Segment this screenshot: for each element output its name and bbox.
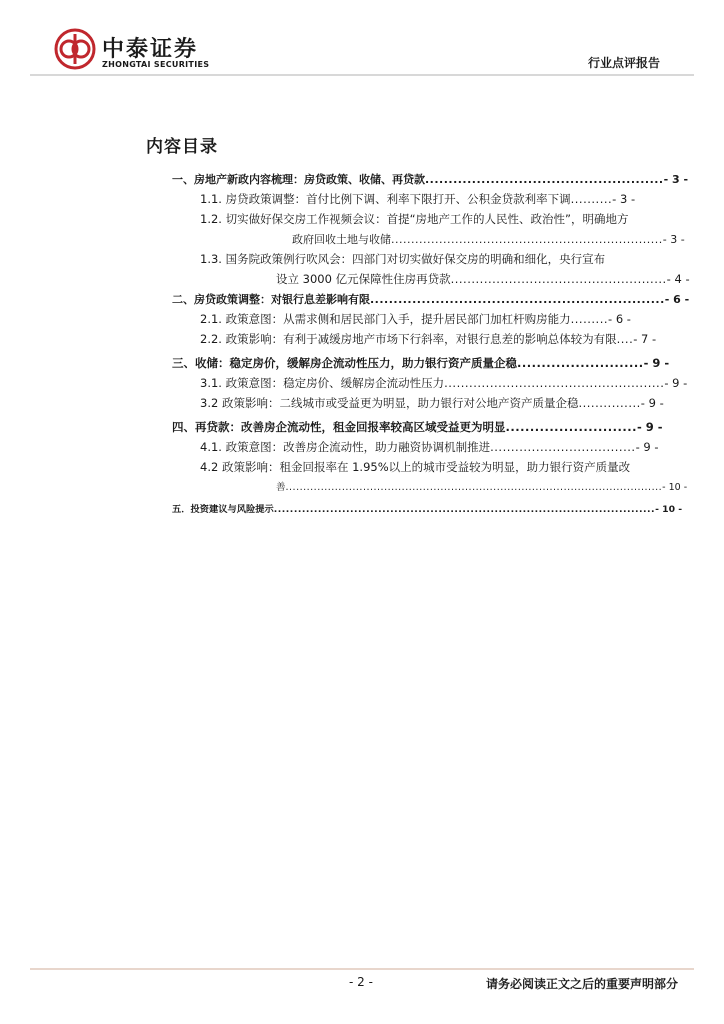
toc-page: - 10 -: [655, 504, 683, 515]
toc-page: - 6 -: [608, 312, 631, 326]
toc-entry[interactable]: [200, 458, 630, 477]
toc-entry[interactable]: [172, 290, 689, 309]
toc-leader: ....................................................: [450, 272, 667, 286]
toc-page: - 10 -: [662, 482, 688, 493]
toc-entry[interactable]: [200, 210, 629, 229]
toc-entry[interactable]: [200, 190, 635, 209]
toc-entry[interactable]: [172, 500, 682, 519]
toc-leader: ...............................................................: [370, 293, 665, 306]
toc-page: - 9 -: [643, 356, 670, 370]
logo-icon: [54, 28, 96, 70]
toc-leader: ...............: [578, 396, 641, 410]
toc-leader: ...................................................: [425, 173, 664, 186]
toc-entry-text: 3.1. 政策意图：稳定房价、缓解房企流动性压力: [200, 376, 445, 390]
toc-page: - 9 -: [640, 396, 664, 410]
toc-entry-text: 1.3. 国务院政策例行吹风会：四部门对切实做好保交房的明确和细化，央行宣布: [200, 252, 606, 266]
header-divider: [30, 74, 694, 76]
toc-entry[interactable]: [200, 438, 659, 457]
toc-entry-text: 五．投资建议与风险提示: [172, 504, 274, 515]
toc-entry-text: 4.1. 政策意图：改善房企流动性，助力融资协调机制推进: [200, 440, 491, 454]
toc-entry[interactable]: [200, 330, 656, 349]
toc-entry[interactable]: [172, 170, 688, 189]
footer-disclaimer: 请务必阅读正文之后的重要声明部分: [485, 977, 678, 991]
toc-entry-continuation[interactable]: [276, 270, 690, 289]
logo-text-en: ZHONGTAI SECURITIES: [102, 60, 210, 69]
toc-page: - 7 -: [633, 332, 657, 346]
toc-entry-text: 四、再贷款：改善房企流动性，租金回报率较高区域受益更为明显: [172, 420, 506, 434]
toc-leader: ...........................................................................................................: [285, 482, 663, 493]
toc-page: - 3 -: [612, 192, 636, 206]
toc-entry-text: 1.1. 房贷政策调整：首付比例下调、利率下限打开、公积金贷款利率下调: [200, 192, 571, 206]
toc-page: - 6 -: [664, 293, 690, 306]
toc-entry-text: 善: [276, 482, 286, 493]
toc-entry-text: 二、房贷政策调整：对银行息差影响有限: [172, 293, 370, 306]
toc-entry-continuation[interactable]: [292, 230, 685, 249]
toc-page: - 9 -: [635, 440, 659, 454]
toc-leader: ..........................: [517, 356, 644, 370]
toc-entry-text: 3.2 政策影响：二线城市或受益更为明显，助力银行对公地产资产质量企稳: [200, 396, 579, 410]
toc-entry[interactable]: [200, 394, 664, 413]
toc-entry-text: 2.2. 政策影响：有利于减缓房地产市场下行斜率，对银行息差的影响总体较为有限: [200, 332, 617, 346]
toc-leader: .....................................................: [444, 376, 665, 390]
toc-page: - 9 -: [636, 420, 663, 434]
toc-entry-text: 2.1. 政策意图：从需求侧和居民部门入手，提升居民部门加杠杆购房能力: [200, 312, 571, 326]
toc-entry-text: 三、收储：稳定房价，缓解房企流动性压力，助力银行资产质量企稳: [172, 356, 517, 370]
toc-entry[interactable]: [200, 310, 631, 329]
toc-entry-text: 政府回收土地与收储: [292, 233, 391, 246]
toc-entry[interactable]: [200, 250, 605, 269]
toc-page: - 4 -: [666, 272, 690, 286]
toc-entry[interactable]: [172, 354, 669, 373]
toc-page: - 3 -: [663, 173, 689, 186]
toc-entry-text: 一、房地产新政内容梳理：房贷政策、收储、再贷款: [172, 173, 425, 186]
toc-title: 内容目录: [146, 137, 218, 157]
report-type: 行业点评报告: [587, 56, 660, 70]
toc-leader: ...............................................................................................: [273, 504, 656, 515]
toc-leader: ..........: [570, 192, 613, 206]
page-number: - 2 -: [349, 975, 373, 989]
logo-text-cn: 中泰证券: [102, 37, 199, 62]
toc-entry-text: 设立 3000 亿元保障性住房再贷款: [276, 272, 451, 286]
toc-leader: ...........................: [505, 420, 637, 434]
toc-entry[interactable]: [200, 374, 687, 393]
footer-divider: [30, 968, 694, 970]
toc-entry-continuation[interactable]: [276, 478, 687, 497]
toc-entry[interactable]: [172, 418, 663, 437]
toc-leader: ....................................................................: [391, 233, 663, 246]
toc-leader: ...................................: [490, 440, 636, 454]
toc-page: - 9 -: [664, 376, 688, 390]
toc-entry-text: 4.2 政策影响：租金回报率在 1.95%以上的城市受益较为明显，助力银行资产质量改: [200, 460, 631, 474]
toc-leader: .........: [570, 312, 609, 326]
toc-entry-text: 1.2. 切实做好保交房工作视频会议：首提“房地产工作的人民性、政治性”，明确地方: [200, 212, 629, 226]
toc-page: - 3 -: [662, 233, 685, 246]
toc-leader: ....: [616, 332, 634, 346]
